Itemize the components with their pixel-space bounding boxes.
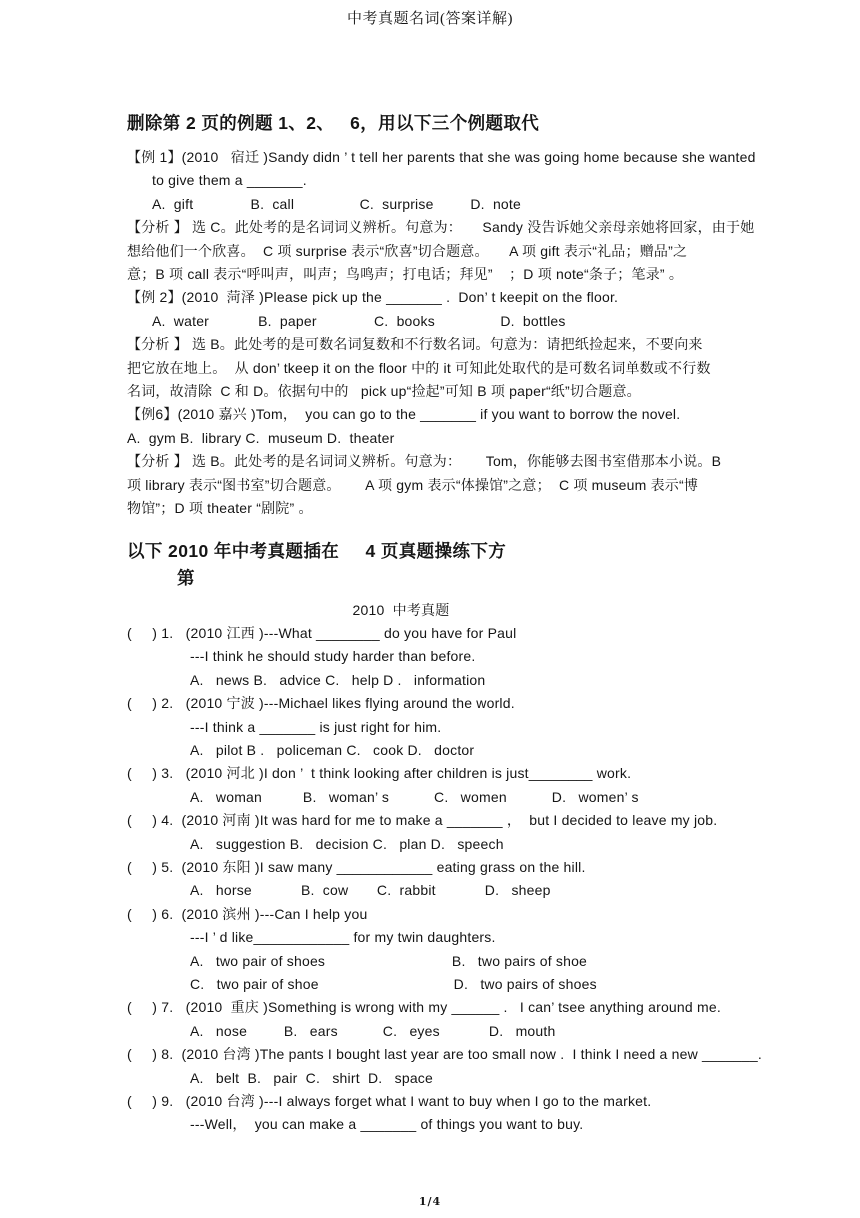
- question-2-reply: ---I think a _______ is just right for him.: [190, 718, 442, 735]
- question-3-stem: ( ) 3. (2010 河北 )I don ’ t think looking after children is just________ work.: [127, 765, 632, 782]
- question-6-stem: ( ) 6. (2010 滨州 )---Can I help you: [127, 905, 368, 922]
- document-title: 中考真题名词(答案详解): [347, 11, 513, 27]
- section-heading-replace: 删除第 2 页的例题 1、2、 6，用以下三个例题取代: [127, 113, 540, 133]
- question-6-reply: ---I ’ d like____________ for my twin daughters.: [190, 929, 496, 946]
- question-9-reply: ---Well， you can make a _______ of things you want to buy.: [190, 1116, 584, 1133]
- example-6-analysis-cont: 项 library 表示“图书室”切合题意。 A 项 gym 表示“体操馆”之意； C 项 museum 表示“博: [127, 476, 699, 493]
- exam-subtitle: 2010 中考真题: [352, 601, 450, 618]
- question-2-stem: ( ) 2. (2010 宁波 )---Michael likes flying around the world.: [127, 695, 515, 712]
- document-body: [127, 110, 795, 1137]
- question-4-options: A. suggestion B. decision C. plan D. speech: [190, 835, 504, 852]
- example-6-options: A. gym B. library C. museum D. theater: [127, 429, 395, 446]
- question-6-options-ab: A. two pair of shoes B. two pairs of shoe: [190, 952, 588, 969]
- section-heading-insert-cont: 第: [177, 567, 195, 588]
- example-1-stem-cont: to give them a _______.: [152, 172, 307, 189]
- question-7-stem: ( ) 7. (2010 重庆 )Something is wrong with my ______ . I can’ tsee anything around me.: [127, 999, 721, 1016]
- question-9-stem: ( ) 9. (2010 台湾 )---I always forget what I want to buy when I go to the market.: [127, 1093, 652, 1110]
- page-number: 1/4: [418, 1195, 442, 1208]
- example-1-stem: 【例 1】(2010 宿迁 )Sandy didn ’ t tell her parents that she was going home because she wanted: [127, 149, 756, 165]
- question-5-stem: ( ) 5. (2010 东阳 )I saw many ____________ eating grass on the hill.: [127, 858, 586, 875]
- example-6-stem: 【例6】(2010 嘉兴 )Tom， you can go to the _______ if you want to borrow the novel.: [127, 406, 681, 423]
- example-1-analysis-cont: 想给他们一个欣喜。 C 项 surprise 表示“欣喜”切合题意。 A 项 gift 表示“礼品；赠品”之: [127, 242, 688, 259]
- example-1-analysis-cont: 意；B 项 call 表示“呼叫声，叫声；鸟鸣声；打电话；拜见” ；D 项 note“条子；笔录” 。: [127, 266, 684, 283]
- question-1-stem: ( ) 1. (2010 江西 )---What ________ do you have for Paul: [127, 624, 517, 641]
- question-8-stem: ( ) 8. (2010 台湾 )The pants I bought last year are too small now . I think I need a new _______.: [127, 1046, 762, 1063]
- example-6-analysis-cont: 物馆”；D 项 theater “剧院” 。: [127, 500, 313, 517]
- question-7-options: A. nose B. ears C. eyes D. mouth: [190, 1022, 556, 1039]
- example-2-analysis-cont: 把它放在地上。 从 don’ tkeep it on the floor 中的 it 可知此处取代的是可数名词单数或不行数: [127, 359, 711, 376]
- question-4-stem: ( ) 4. (2010 河南 )It was hard for me to make a _______ ， but I decided to leave my job.: [127, 812, 718, 829]
- question-3-options: A. woman B. woman’ s C. women D. women’ s: [190, 788, 639, 805]
- question-2-options: A. pilot B . policeman C. cook D. doctor: [190, 741, 475, 758]
- question-1-reply: ---I think he should study harder than before.: [190, 648, 476, 665]
- example-2-analysis: 【分析 】 选 B。此处考的是可数名词复数和不行数名词。句意为：请把纸捡起来，不要向来: [127, 336, 703, 353]
- section-heading-insert: 以下 2010 年中考真题插在 4 页真题操练下方: [127, 540, 507, 561]
- example-2-options: A. water B. paper C. books D. bottles: [152, 312, 566, 329]
- question-6-options-cd: C. two pair of shoe D. two pairs of shoes: [190, 976, 597, 992]
- example-2-analysis-cont: 名词，故清除 C 和 D。依据句中的 pick up“捡起”可知 B 项 paper“纸”切合题意。: [127, 383, 641, 400]
- question-5-options: A. horse B. cow C. rabbit D. sheep: [190, 882, 551, 899]
- question-8-options: A. belt B. pair C. shirt D. space: [190, 1069, 433, 1086]
- example-2-stem: 【例 2】(2010 菏泽 )Please pick up the _______ . Don’ t keepit on the floor.: [127, 289, 619, 306]
- example-6-analysis: 【分析 】 选 B。此处考的是名词词义辨析。句意为： Tom，你能够去图书室借那本小说。B: [127, 453, 722, 470]
- example-1-options: A. gift B. call C. surprise D. note: [152, 195, 521, 212]
- example-1-analysis: 【分析 】 选 C。此处考的是名词词义辨析。句意为： Sandy 没告诉她父亲母亲她将回家，由于她: [127, 219, 755, 236]
- question-1-options: A. news B. advice C. help D . information: [190, 671, 486, 688]
